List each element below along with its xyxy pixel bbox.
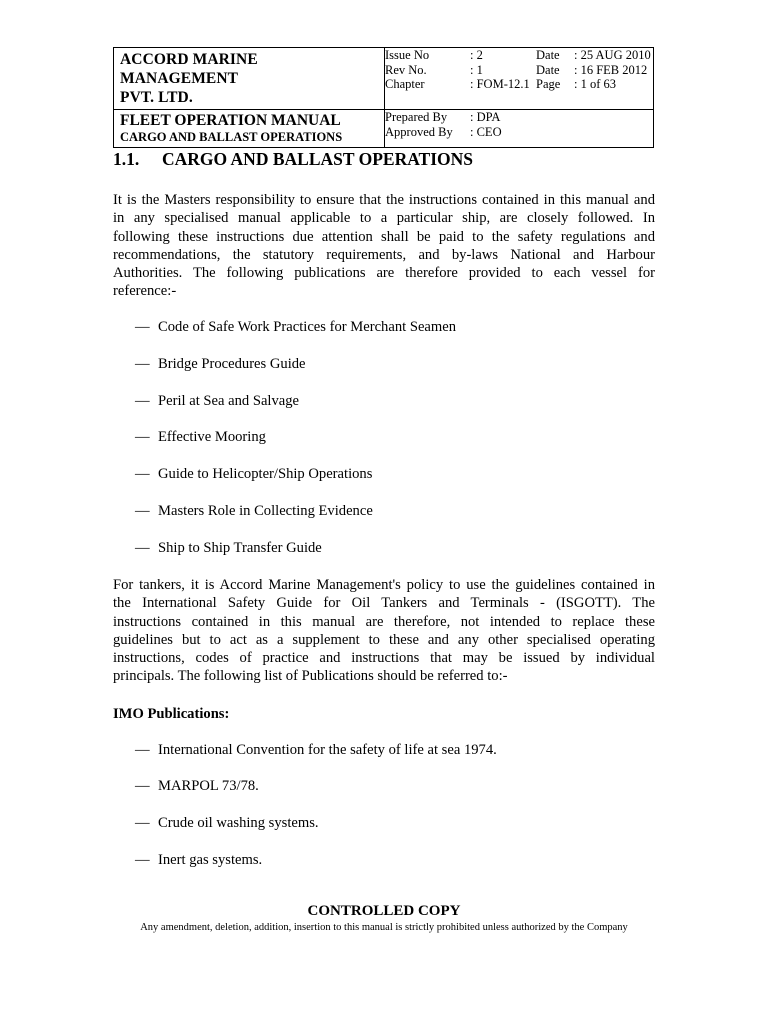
paragraph-line: principals. The following list of Publications should be referred to:- <box>113 668 508 685</box>
controlled-copy-title: CONTROLLED COPY <box>307 903 461 919</box>
company-name-line2: PVT. LTD. <box>120 89 193 106</box>
document-header-table <box>113 47 654 148</box>
dash-icon: — <box>135 429 150 445</box>
dash-icon: — <box>135 742 150 758</box>
dash-icon: — <box>135 356 150 372</box>
list-item-text: Bridge Procedures Guide <box>158 356 306 372</box>
company-cell <box>114 48 385 110</box>
page-value: : 1 of 63 <box>574 77 617 91</box>
chapter-row <box>385 77 653 92</box>
list-item <box>135 852 262 869</box>
issue-date-value: : 25 AUG 2010 <box>574 48 651 62</box>
chapter-value: : FOM-12.1 <box>470 77 530 91</box>
paragraph-line: Authorities. The following publications are therefore provided to each vessel for <box>113 265 655 282</box>
issue-date-label: Date <box>536 48 560 62</box>
section-heading-title: CARGO AND BALLAST OPERATIONS <box>162 149 474 169</box>
revision-row <box>385 63 653 78</box>
paragraph-line: following these instructions due attention shall be paid to the safety regulations and <box>113 228 655 245</box>
list-item <box>135 503 373 520</box>
rev-label: Rev No. <box>385 62 427 77</box>
issue-label: Issue No <box>385 48 430 62</box>
section-number: 1.1. <box>113 149 140 169</box>
prepared-label: Prepared By <box>385 110 448 124</box>
dash-icon: — <box>135 319 150 335</box>
list-item <box>135 429 266 446</box>
paragraph-line: reference:- <box>113 283 177 300</box>
list-item-text: Crude oil washing systems. <box>158 815 319 831</box>
issue-value: : 2 <box>470 48 483 62</box>
list-item <box>135 393 299 410</box>
company-name-line1: ACCORD MARINE MANAGEMENT <box>120 51 258 87</box>
approved-label: Approved By <box>385 124 453 139</box>
controlled-copy-note: Any amendment, deletion, addition, insertion to this manual is strictly prohibited unless authorized by the Company <box>140 922 628 933</box>
dash-icon: — <box>135 778 150 794</box>
paragraph-line: instructions, codes of practice and instructions that may be issued by individual <box>113 650 655 667</box>
list-item-text: International Convention for the safety of life at sea 1974. <box>158 742 497 758</box>
paragraph-line: For tankers, it is Accord Marine Management's policy to use the guidelines contained in <box>113 577 655 593</box>
list-item <box>135 815 319 832</box>
list-item-text: Effective Mooring <box>158 429 266 445</box>
approval-cell <box>385 110 654 148</box>
issue-row <box>385 48 653 63</box>
prepared-row <box>385 110 653 125</box>
tanker-paragraph <box>113 576 655 686</box>
list-item <box>135 742 497 759</box>
section-heading <box>113 149 473 170</box>
list-item-text: Inert gas systems. <box>158 852 263 868</box>
manual-cell <box>114 110 385 148</box>
rev-date-label: Date <box>536 62 560 77</box>
list-item-text: Guide to Helicopter/Ship Operations <box>158 466 373 482</box>
approved-value: : CEO <box>470 124 502 139</box>
dash-icon: — <box>135 393 150 409</box>
list-item <box>135 540 322 557</box>
list-item-text: Masters Role in Collecting Evidence <box>158 503 373 519</box>
paragraph-line: recommendations, the statutory requirements, and by-laws National and Harbour <box>113 246 655 263</box>
dash-icon: — <box>135 540 150 556</box>
list-item <box>135 466 372 483</box>
prepared-value: : DPA <box>470 110 501 124</box>
paragraph-line: guidelines but to act as a supplement to these and any other specialised operating <box>113 631 655 648</box>
section-title: CARGO AND BALLAST OPERATIONS <box>120 130 343 144</box>
intro-paragraph <box>113 191 655 301</box>
list-item <box>135 319 456 336</box>
dash-icon: — <box>135 815 150 831</box>
list-item-text: Code of Safe Work Practices for Merchant Seamen <box>158 319 457 335</box>
paragraph-line: the International Safety Guide for Oil Tankers and Terminals - (ISGOTT). The <box>113 595 655 612</box>
paragraph-line: It is the Masters responsibility to ensure that the instructions contained in this manual and <box>113 192 655 208</box>
revision-cell <box>385 48 654 110</box>
paragraph-line: instructions contained in this manual are therefore, not intended to replace these <box>113 613 655 630</box>
list-item-text: Ship to Ship Transfer Guide <box>158 540 322 556</box>
list-item <box>135 778 259 795</box>
paragraph-line: in any specialised manual applicable to a particular ship, are closely followed. In <box>113 210 655 227</box>
dash-icon: — <box>135 503 150 519</box>
rev-date-value: : 16 FEB 2012 <box>574 62 648 77</box>
dash-icon: — <box>135 466 150 482</box>
chapter-label: Chapter <box>385 77 425 91</box>
rev-value: : 1 <box>470 62 483 77</box>
approved-row <box>385 125 653 140</box>
page-label: Page <box>536 77 561 91</box>
imo-publications-heading: IMO Publications: <box>113 706 230 722</box>
dash-icon: — <box>135 852 150 868</box>
list-item-text: MARPOL 73/78. <box>158 778 259 794</box>
list-item <box>135 356 306 373</box>
list-item-text: Peril at Sea and Salvage <box>158 393 300 409</box>
manual-title: FLEET OPERATION MANUAL <box>120 112 341 129</box>
